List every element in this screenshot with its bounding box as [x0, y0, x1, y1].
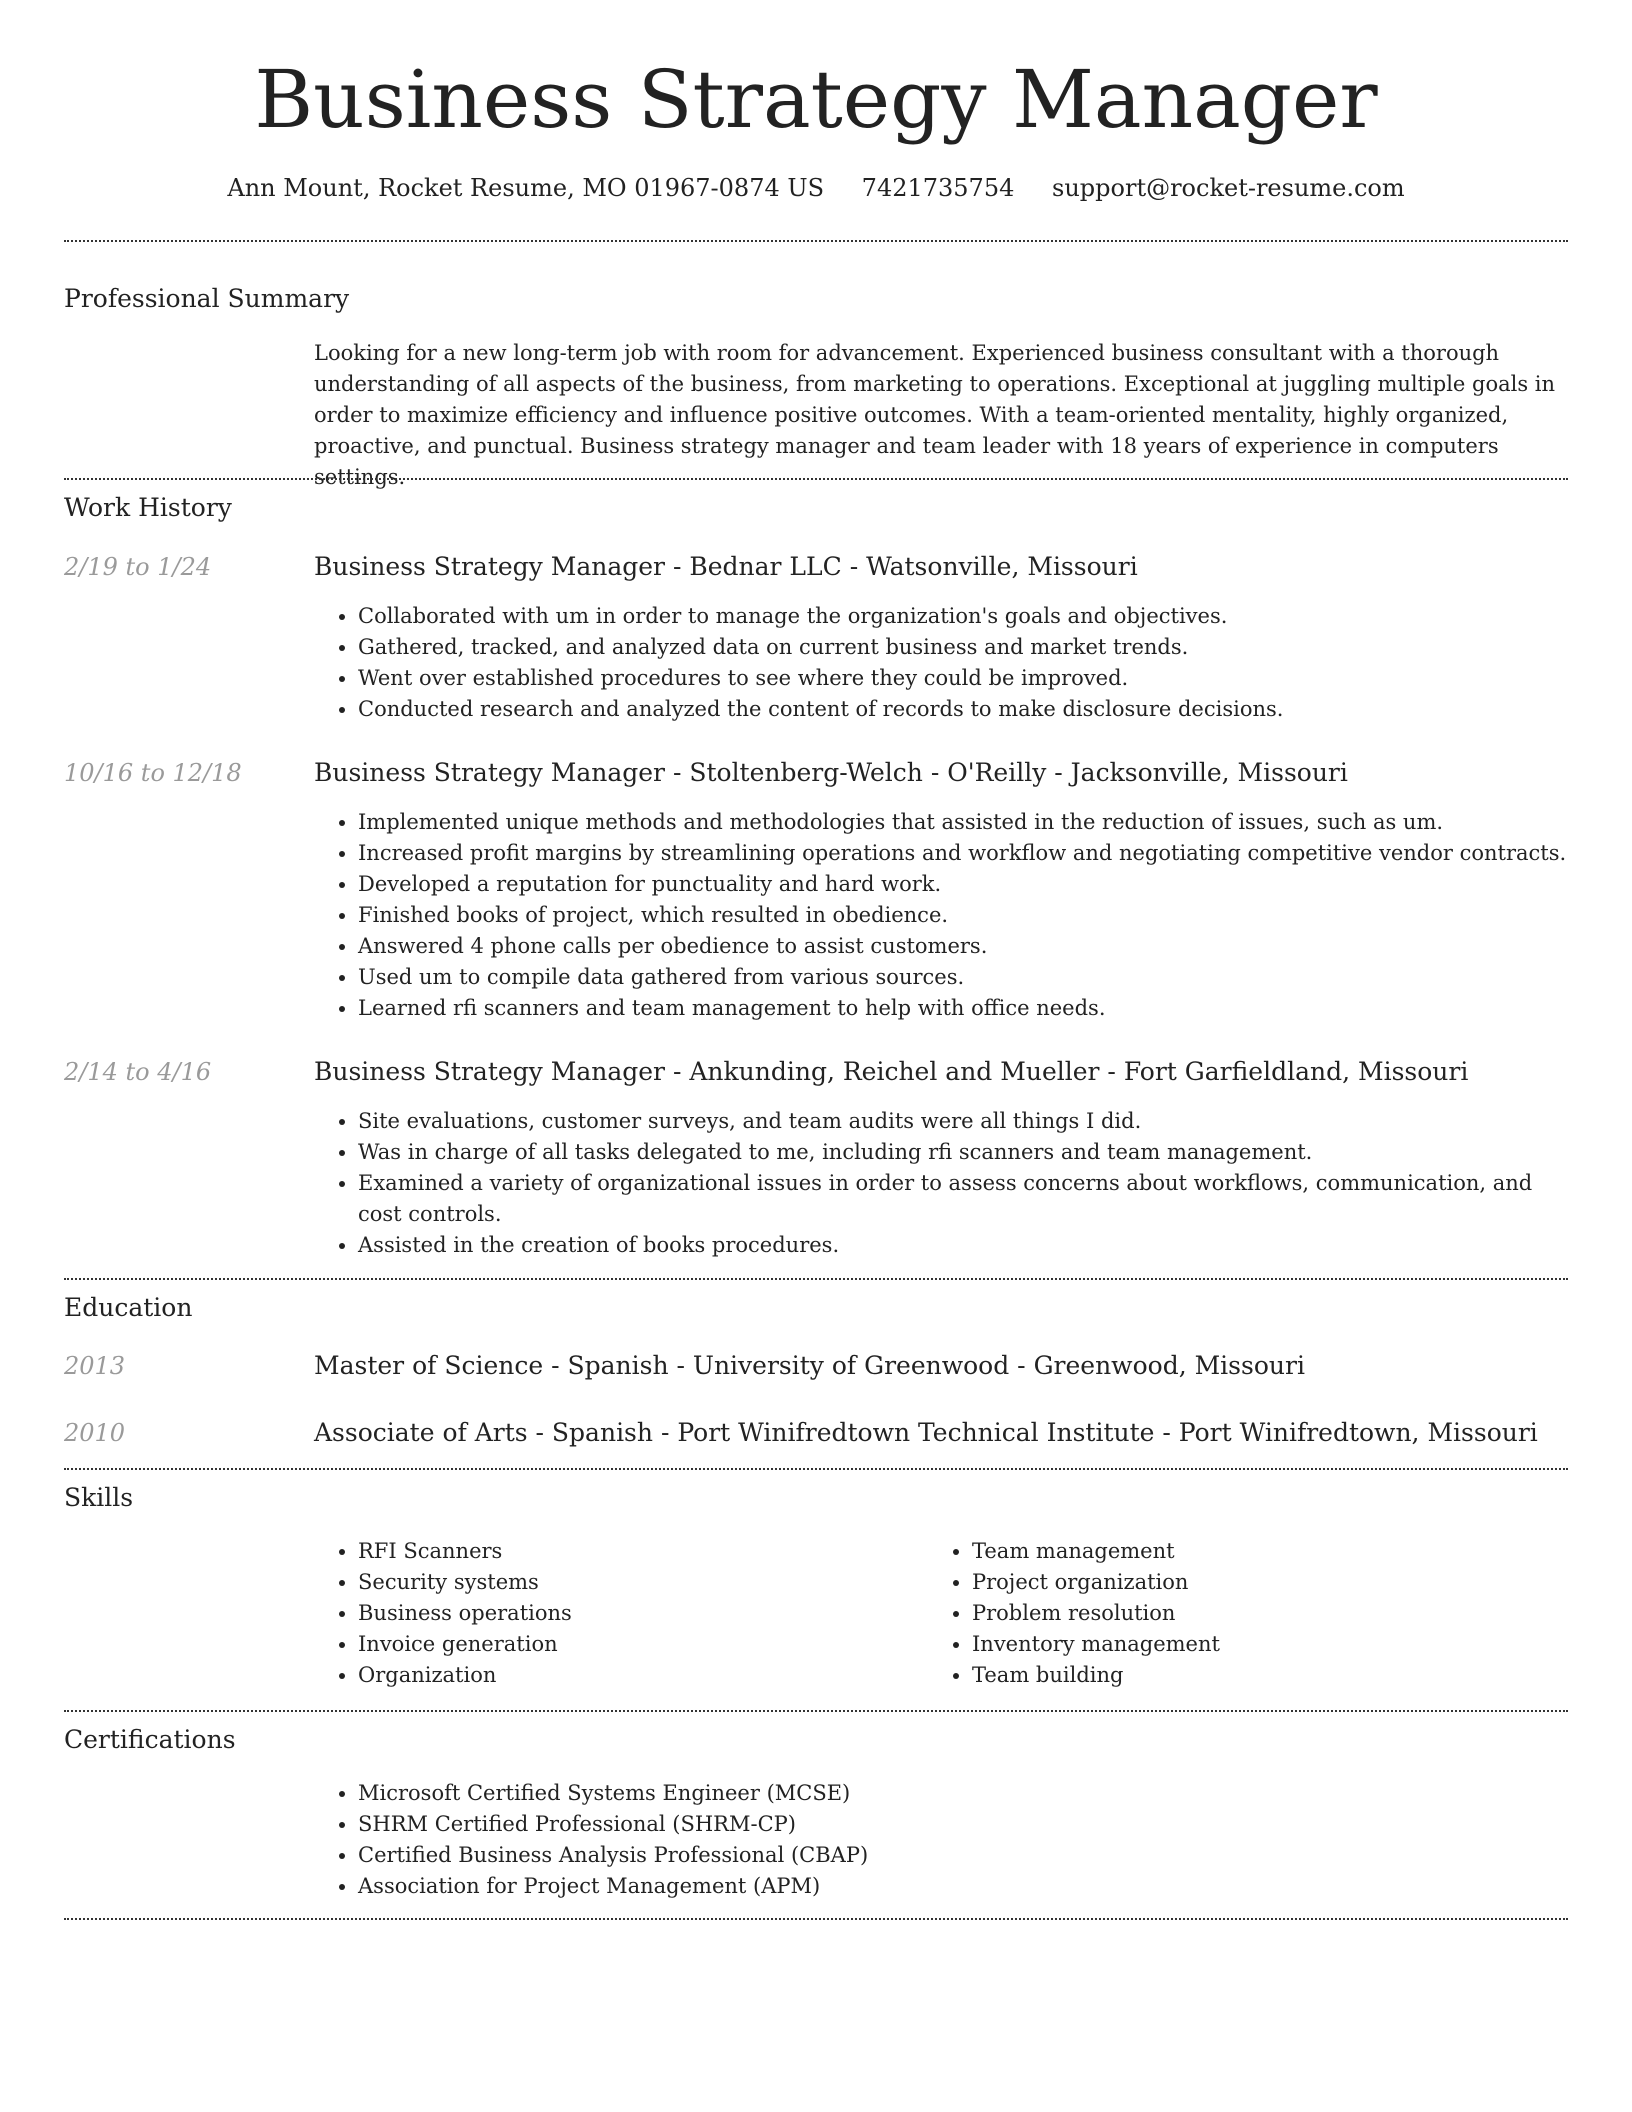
skill-item: • Problem resolution — [972, 1598, 1528, 1629]
section-divider — [64, 1918, 1568, 1920]
contact-email: support@rocket-resume.com — [1052, 174, 1405, 202]
skill-item: • Project organization — [972, 1567, 1528, 1598]
education-degree: Master of Science - Spanish — [314, 1351, 669, 1380]
job-bullet: • Increased profit margins by streamlining operations and workflow and negotiating competitive vendor contracts. — [358, 838, 1568, 869]
certifications-heading: Certifications — [64, 1725, 236, 1754]
section-divider — [64, 478, 1568, 480]
certifications-list — [314, 1778, 1568, 1902]
education-degree: Associate of Arts - Spanish — [314, 1418, 653, 1447]
job-bullets — [314, 601, 1568, 725]
skill-item: • Invoice generation — [358, 1629, 914, 1660]
job-bullet: • Went over established procedures to see where they could be improved. — [358, 663, 1568, 694]
section-divider — [64, 1710, 1568, 1712]
job-dates: 2/14 to 4/16 — [64, 1058, 212, 1086]
education-school: - University of Greenwood - Greenwood, Missouri — [668, 1351, 1305, 1380]
certification-item: • SHRM Certified Professional (SHRM-CP) — [358, 1809, 1568, 1840]
job-title: Business Strategy Manager - Stoltenberg-Welch - O'Reilly - Jacksonville, Missouri — [314, 758, 1348, 787]
job-bullet: • Gathered, tracked, and analyzed data on current business and market trends. — [358, 632, 1568, 663]
section-divider — [64, 1278, 1568, 1280]
job-bullet: • Assisted in the creation of books procedures. — [358, 1230, 1568, 1261]
resume-title: Business Strategy Manager — [254, 53, 1378, 146]
skill-item: • Organization — [358, 1660, 914, 1691]
section-divider — [64, 240, 1568, 242]
job-bullet: • Collaborated with um in order to manage the organization's goals and objectives. — [358, 601, 1568, 632]
summary-heading: Professional Summary — [64, 284, 350, 313]
job-bullet: • Answered 4 phone calls per obedience to assist customers. — [358, 931, 1568, 962]
job-dates: 2/19 to 1/24 — [64, 553, 212, 581]
job-bullet: • Site evaluations, customer surveys, and team audits were all things I did. — [358, 1106, 1568, 1137]
skills-list-right — [928, 1536, 1528, 1691]
contact-address: Ann Mount, Rocket Resume, MO 01967-0874 US — [227, 174, 825, 202]
education-school: - Port Winifredtown Technical Institute - Port Winifredtown, Missouri — [653, 1418, 1538, 1447]
work-history-heading: Work History — [64, 493, 232, 522]
certification-item: • Certified Business Analysis Professional (CBAP) — [358, 1840, 1568, 1871]
job-bullets — [314, 807, 1568, 1024]
contact-phone: 7421735754 — [861, 174, 1015, 202]
summary-text: Looking for a new long-term job with room for advancement. Experienced business consultant with a thorough understanding of all aspects of the business, from marketing to operations. Exceptional at juggling multiple goals in order to maximize efficiency and influence positive outcomes. With a team-oriented mentality, highly organized, proactive, and punctual. Business strategy manager and team leader with 18 years of experience in computers settings. — [314, 341, 1556, 489]
skill-item: • Security systems — [358, 1567, 914, 1598]
job-bullet: • Developed a reputation for punctuality and hard work. — [358, 869, 1568, 900]
skill-item: • RFI Scanners — [358, 1536, 914, 1567]
skill-item: • Team management — [972, 1536, 1528, 1567]
job-title: Business Strategy Manager - Ankunding, Reichel and Mueller - Fort Garfieldland, Missouri — [314, 1057, 1469, 1086]
skill-item: • Team building — [972, 1660, 1528, 1691]
education-entry — [314, 1416, 1568, 1450]
skill-item: • Business operations — [358, 1598, 914, 1629]
job-bullet: • Learned rfi scanners and team management to help with office needs. — [358, 993, 1568, 1024]
skills-list-left — [314, 1536, 914, 1691]
skill-item: • Inventory management — [972, 1629, 1528, 1660]
education-entry — [314, 1349, 1568, 1383]
education-year: 2013 — [64, 1352, 126, 1380]
skills-heading: Skills — [64, 1483, 134, 1512]
section-divider — [64, 1468, 1568, 1470]
job-bullet: • Implemented unique methods and methodologies that assisted in the reduction of issues, such as um. — [358, 807, 1568, 838]
job-dates: 10/16 to 12/18 — [64, 759, 242, 787]
job-title: Business Strategy Manager - Bednar LLC - Watsonville, Missouri — [314, 552, 1138, 581]
certification-item: • Microsoft Certified Systems Engineer (MCSE) — [358, 1778, 1568, 1809]
education-heading: Education — [64, 1293, 193, 1322]
job-bullet: • Finished books of project, which resulted in obedience. — [358, 900, 1568, 931]
job-bullet: • Examined a variety of organizational issues in order to assess concerns about workflows, communication, and cost controls. — [358, 1168, 1568, 1230]
job-bullet: • Was in charge of all tasks delegated to me, including rfi scanners and team management. — [358, 1137, 1568, 1168]
certification-item: • Association for Project Management (APM) — [358, 1871, 1568, 1902]
education-year: 2010 — [64, 1419, 126, 1447]
contact-line — [0, 170, 1632, 206]
job-bullet: • Used um to compile data gathered from various sources. — [358, 962, 1568, 993]
job-bullets — [314, 1106, 1568, 1261]
job-bullet: • Conducted research and analyzed the content of records to make disclosure decisions. — [358, 694, 1568, 725]
